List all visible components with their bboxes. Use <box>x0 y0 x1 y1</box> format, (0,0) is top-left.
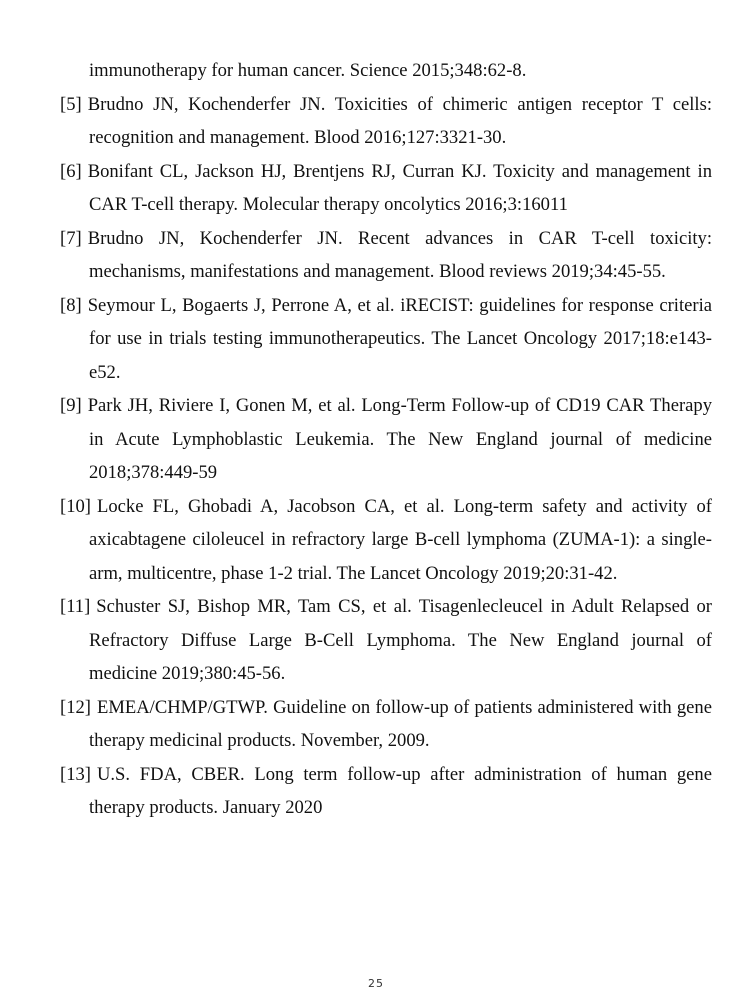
page-number: 25 <box>368 977 384 990</box>
reference-item <box>60 389 712 490</box>
reference-item <box>60 155 712 222</box>
reference-number: [11] <box>60 596 91 617</box>
reference-list <box>60 54 712 825</box>
reference-number: [13] <box>60 763 91 785</box>
reference-number: [10] <box>60 495 91 517</box>
reference-text: Schuster SJ, Bishop MR, Tam CS, et al. Tisagenlecleucel in Adult Relapsed or Refractory Diffuse Large B-Cell Lymphoma. The New England journal of medicine 2019;380:45-56. <box>89 596 712 684</box>
reference-item <box>60 222 712 289</box>
reference-text: Brudno JN, Kochenderfer JN. Toxicities of chimeric antigen receptor T cells: recognition and management. Blood 2016;127:3321-30. <box>87 93 712 148</box>
reference-item <box>60 590 712 691</box>
reference-item <box>60 289 712 390</box>
reference-text: Brudno JN, Kochenderfer JN. Recent advances in CAR T-cell toxicity: mechanisms, manifestations and management. Blood reviews 2019;34:45-55. <box>87 227 712 282</box>
reference-text: Bonifant CL, Jackson HJ, Brentjens RJ, Curran KJ. Toxicity and management in CAR T-cell therapy. Molecular therapy oncolytics 2016;3:16011 <box>87 160 712 215</box>
reference-item <box>60 758 712 825</box>
reference-text: Seymour L, Bogaerts J, Perrone A, et al. iRECIST: guidelines for response criteria for use in trials testing immunotherapeutics. The Lancet Oncology 2017;18:e143-e52. <box>87 294 712 383</box>
reference-text: EMEA/CHMP/GTWP. Guideline on follow-up of patients administered with gene therapy medicinal products. November, 2009. <box>89 696 712 751</box>
reference-number: [12] <box>60 696 91 718</box>
reference-number: [6] <box>60 160 82 182</box>
reference-text: U.S. FDA, CBER. Long term follow-up after administration of human gene therapy products. January 2020 <box>89 763 712 818</box>
reference-text: Locke FL, Ghobadi A, Jacobson CA, et al. Long-term safety and activity of axicabtagene ciloleucel in refractory large B-cell lymphoma (ZUMA-1): a single-arm, multicentre, phase 1-2 trial. The Lancet Oncology 2019;20:31-42. <box>89 495 712 584</box>
reference-continuation: immunotherapy for human cancer. Science 2015;348:62-8. <box>89 60 527 81</box>
reference-number: [5] <box>60 93 82 115</box>
reference-number: [7] <box>60 227 82 249</box>
reference-item <box>60 691 712 758</box>
reference-number: [9] <box>60 395 82 416</box>
reference-number: [8] <box>60 294 82 316</box>
reference-text: Park JH, Riviere I, Gonen M, et al. Long-Term Follow-up of CD19 CAR Therapy in Acute Lymphoblastic Leukemia. The New England journal of medicine 2018;378:449-59 <box>87 395 712 483</box>
reference-item <box>60 490 712 591</box>
reference-item <box>60 88 712 155</box>
